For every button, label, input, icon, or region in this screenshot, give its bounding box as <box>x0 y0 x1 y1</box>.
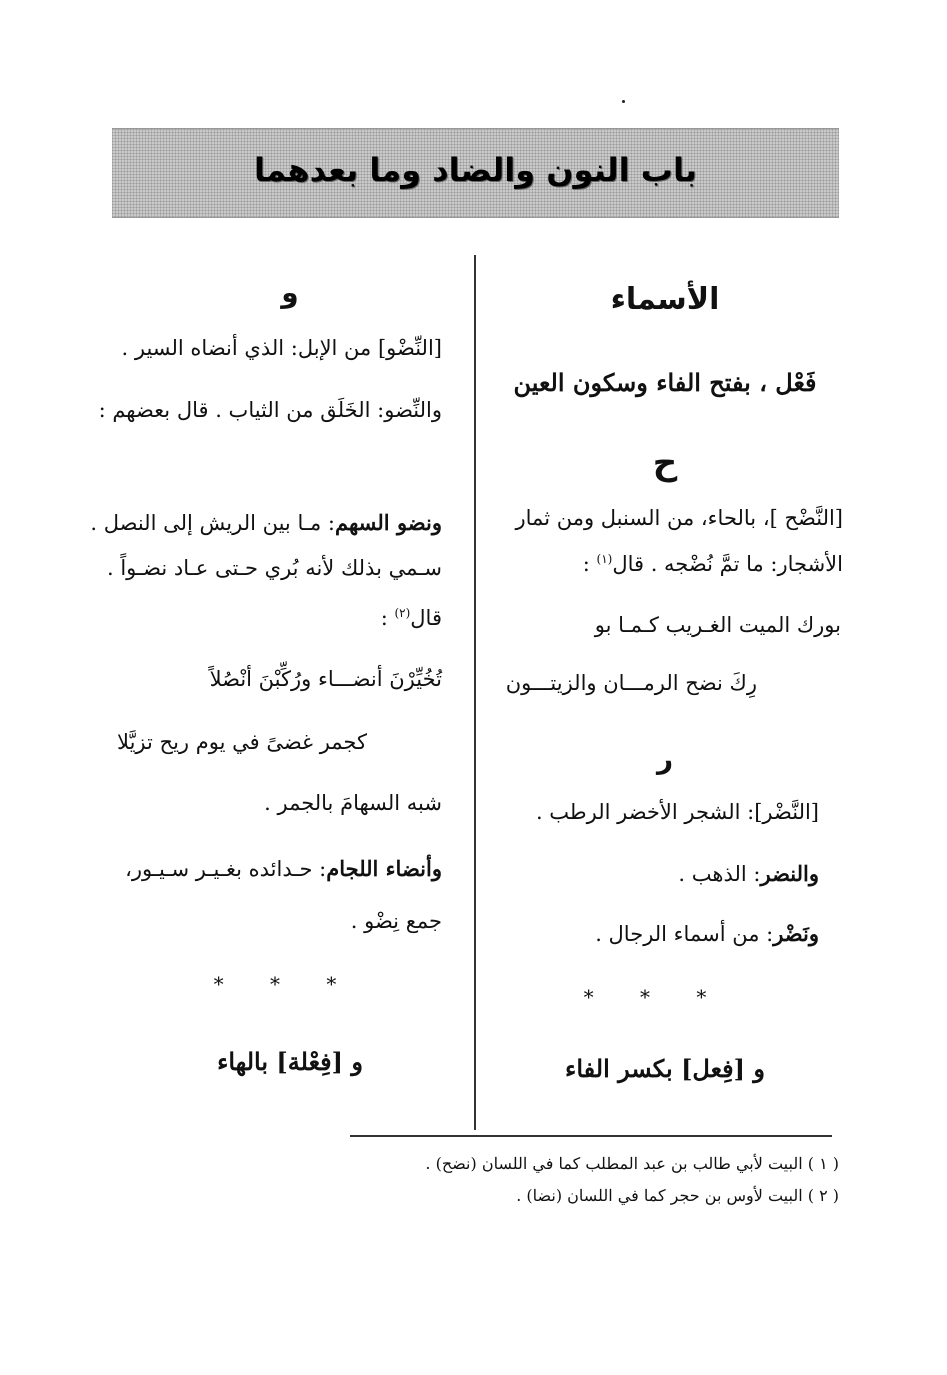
letter-heading-ha: ح <box>652 443 678 483</box>
entry-nadh-line1: [النَّضْح ]، بالحاء، من السنبل ومن ثمار <box>515 506 843 530</box>
entry-lijam <box>125 856 442 882</box>
entry-sahm <box>90 510 442 536</box>
qal-colon: : <box>380 606 395 630</box>
section-separator-right: * * * <box>583 985 727 1009</box>
entry-lijam-term: وأنضاء اللجام <box>326 856 442 881</box>
qal-text: قال <box>410 606 442 630</box>
verse-a: تُخُيِّرْنَ أنضـــاء ورُكِّبْنَ أنْصُلاً <box>209 667 442 691</box>
entry-nidw-2: والنِّضو: الخَلَق من الثياب . قال بعضهم : <box>98 398 442 422</box>
chapter-banner <box>112 128 839 218</box>
verse-line-2: رِكَ نضح الرمـــان والزيتـــون <box>505 671 757 695</box>
letter-heading-ra: ر <box>656 742 674 775</box>
entry-nadh-colon: : <box>582 552 597 576</box>
footnote-2: ( ٢ ) البيت لأوس بن حجر كما في اللسان (نضا) . <box>516 1186 839 1205</box>
entry-nadh-text: الأشجار: ما تمَّ نُضْجه . قال <box>612 552 843 576</box>
qal-line <box>381 606 442 631</box>
footnote-rule <box>350 1135 832 1137</box>
entry-nadr-3-def: : من أسماء الرجال . <box>595 922 774 946</box>
entry-shabbah: شبه السهامَ بالجمر . <box>264 791 442 815</box>
entry-sahm-2: سـمي بذلك لأنه بُري حـتى عـاد نضـواً . <box>106 556 442 580</box>
footnote-1: ( ١ ) البيت لأبي طالب بن عبد المطلب كما في اللسان (نضح) . <box>425 1154 839 1173</box>
entry-nidw-1: [النِّضْو] من الإبل: الذي أنضاه السير . <box>121 336 442 360</box>
entry-nadr-3 <box>595 921 819 947</box>
footnote-marker-2: (٢) <box>394 606 411 620</box>
entry-sahm-def: : مـا بين الريش إلى النصل . <box>90 511 336 535</box>
verse-line-1: بورك الميت الغـريب كـمـا بو <box>594 613 841 637</box>
verse-b: كجمر غضىً في يوم ريح تزيَّلا <box>117 730 367 754</box>
section-heading-names: الأسماء <box>610 282 720 317</box>
entry-nadr-2-def: : الذهب . <box>678 862 761 886</box>
entry-nadh-line2 <box>583 552 843 577</box>
page-speck <box>622 100 625 103</box>
chapter-title: باب النون والضاد وما بعدهما <box>254 151 697 189</box>
entry-nadr-2 <box>678 861 819 887</box>
entry-nadr-3-term: ونَضْر <box>773 921 819 946</box>
entry-nadr-2-term: والنضر <box>760 861 819 886</box>
pattern-heading-fila: و [فِعْلة] بالهاء <box>217 1047 363 1076</box>
entry-lijam-def: : حـدائده بغـيـر سـيـور، <box>125 857 327 881</box>
entry-sahm-term: ونضو السهم <box>335 510 442 535</box>
column-divider <box>474 255 476 1130</box>
entry-jam: جمع نِضْو . <box>350 909 442 933</box>
footnote-marker-1: (١) <box>596 552 613 566</box>
pattern-heading-fil: و [فِعل] بكسر الفاء <box>565 1054 765 1083</box>
section-separator-left: * * * <box>213 972 357 996</box>
entry-nadr-1: [النَّضْر]: الشجر الأخضر الرطب . <box>535 800 819 824</box>
letter-heading-waw: و <box>281 276 299 309</box>
pattern-heading: فَعْل ، بفتح الفاء وسكون العين <box>513 368 817 397</box>
